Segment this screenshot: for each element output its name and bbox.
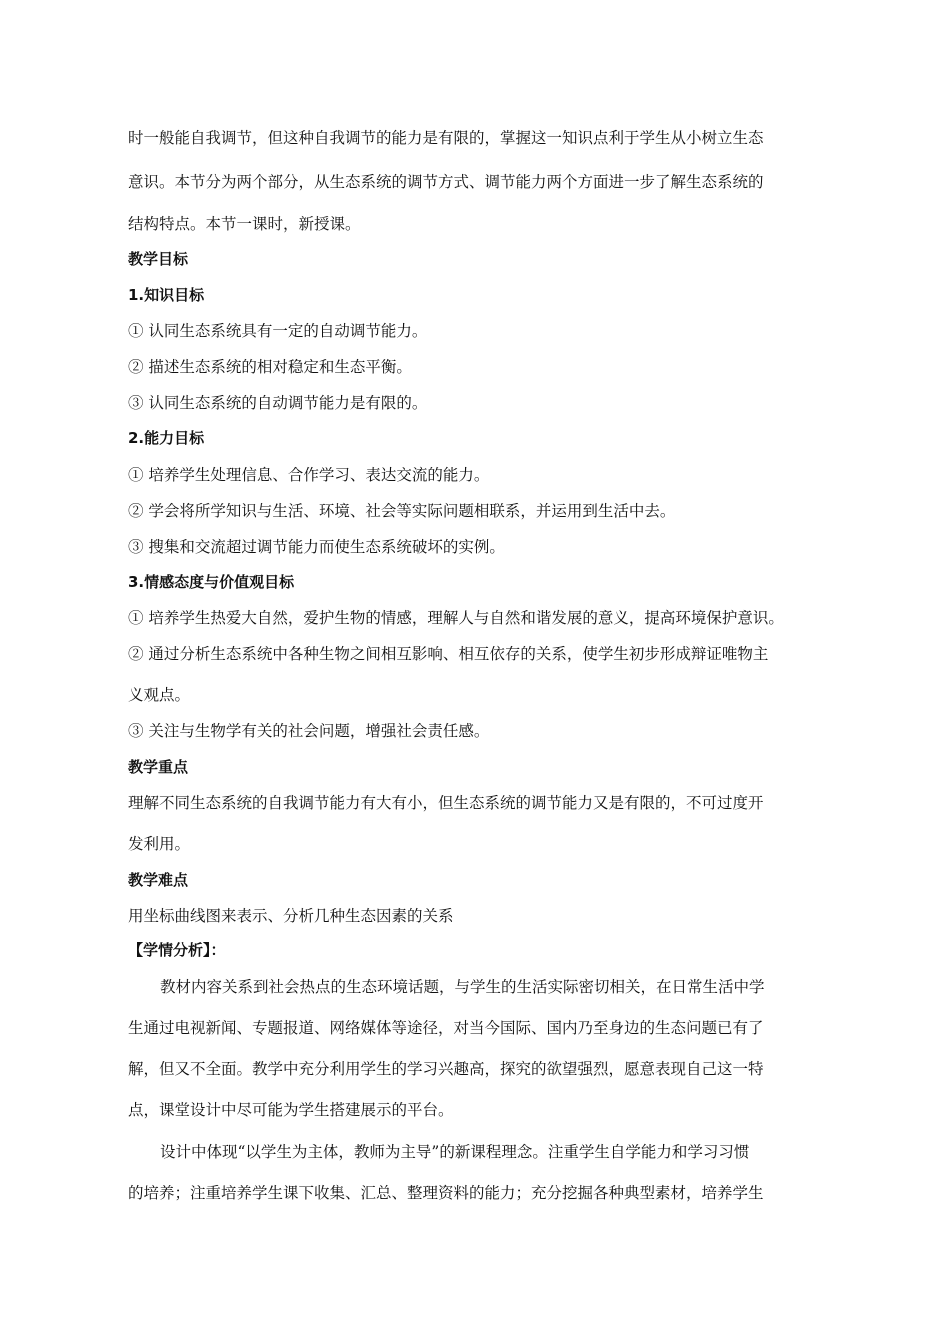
difficulties-heading: 教学难点 — [128, 871, 189, 889]
analysis-paragraph-line: 设计中体现“以学生为主体，教师为主导”的新课程理念。注重学生自学能力和学习习惯 — [160, 1143, 750, 1161]
list-item: ③ 搜集和交流超过调节能力而使生态系统破坏的实例。 — [128, 538, 505, 556]
list-item: ① 培养学生热爱大自然，爱护生物的情感，理解人与自然和谐发展的意义，提高环境保护意识。 — [128, 609, 784, 627]
difficulties-line: 用坐标曲线图来表示、分析几种生态因素的关系 — [128, 907, 454, 925]
intro-line: 时一般能自我调节，但这种自我调节的能力是有限的，掌握这一知识点利于学生从小树立生态 — [128, 129, 764, 147]
list-item: ② 描述生态系统的相对稳定和生态平衡。 — [128, 358, 412, 376]
list-item: ① 认同生态系统具有一定的自动调节能力。 — [128, 322, 428, 340]
analysis-paragraph-line: 教材内容关系到社会热点的生态环境话题，与学生的生活实际密切相关，在日常生活中学 — [160, 978, 765, 996]
analysis-paragraph-line: 点，课堂设计中尽可能为学生搭建展示的平台。 — [128, 1101, 454, 1119]
key-points-line: 理解不同生态系统的自我调节能力有大有小，但生态系统的调节能力又是有限的，不可过度开 — [128, 794, 764, 812]
analysis-paragraph-line: 解，但又不全面。教学中充分利用学生的学习兴趣高，探究的欲望强烈，愿意表现自己这一特 — [128, 1060, 764, 1078]
list-item: 义观点。 — [128, 686, 191, 704]
values-heading: 3.情感态度与价值观目标 — [128, 573, 295, 591]
objectives-heading: 教学目标 — [128, 250, 189, 268]
list-item: ② 学会将所学知识与生活、环境、社会等实际问题相联系，并运用到生活中去。 — [128, 502, 676, 520]
intro-line: 结构特点。本节一课时，新授课。 — [128, 215, 361, 233]
knowledge-heading: 1.知识目标 — [128, 286, 205, 304]
list-item: ③ 认同生态系统的自动调节能力是有限的。 — [128, 394, 428, 412]
intro-line: 意识。本节分为两个部分，从生态系统的调节方式、调节能力两个方面进一步了解生态系统的 — [128, 173, 764, 191]
list-item: ② 通过分析生态系统中各种生物之间相互影响、相互依存的关系，使学生初步形成辩证唯物主 — [128, 645, 769, 663]
analysis-paragraph-line: 生通过电视新闻、专题报道、网络媒体等途径，对当今国际、国内乃至身边的生态问题已有了 — [128, 1019, 764, 1037]
key-points-line: 发利用。 — [128, 835, 191, 853]
analysis-heading: 【学情分析】： — [128, 941, 226, 959]
ability-heading: 2.能力目标 — [128, 429, 205, 447]
list-item: ③ 关注与生物学有关的社会问题，增强社会责任感。 — [128, 722, 490, 740]
analysis-paragraph-line: 的培养；注重培养学生课下收集、汇总、整理资料的能力；充分挖掘各种典型素材，培养学生 — [128, 1184, 764, 1202]
list-item: ① 培养学生处理信息、合作学习、表达交流的能力。 — [128, 466, 490, 484]
key-points-heading: 教学重点 — [128, 758, 189, 776]
